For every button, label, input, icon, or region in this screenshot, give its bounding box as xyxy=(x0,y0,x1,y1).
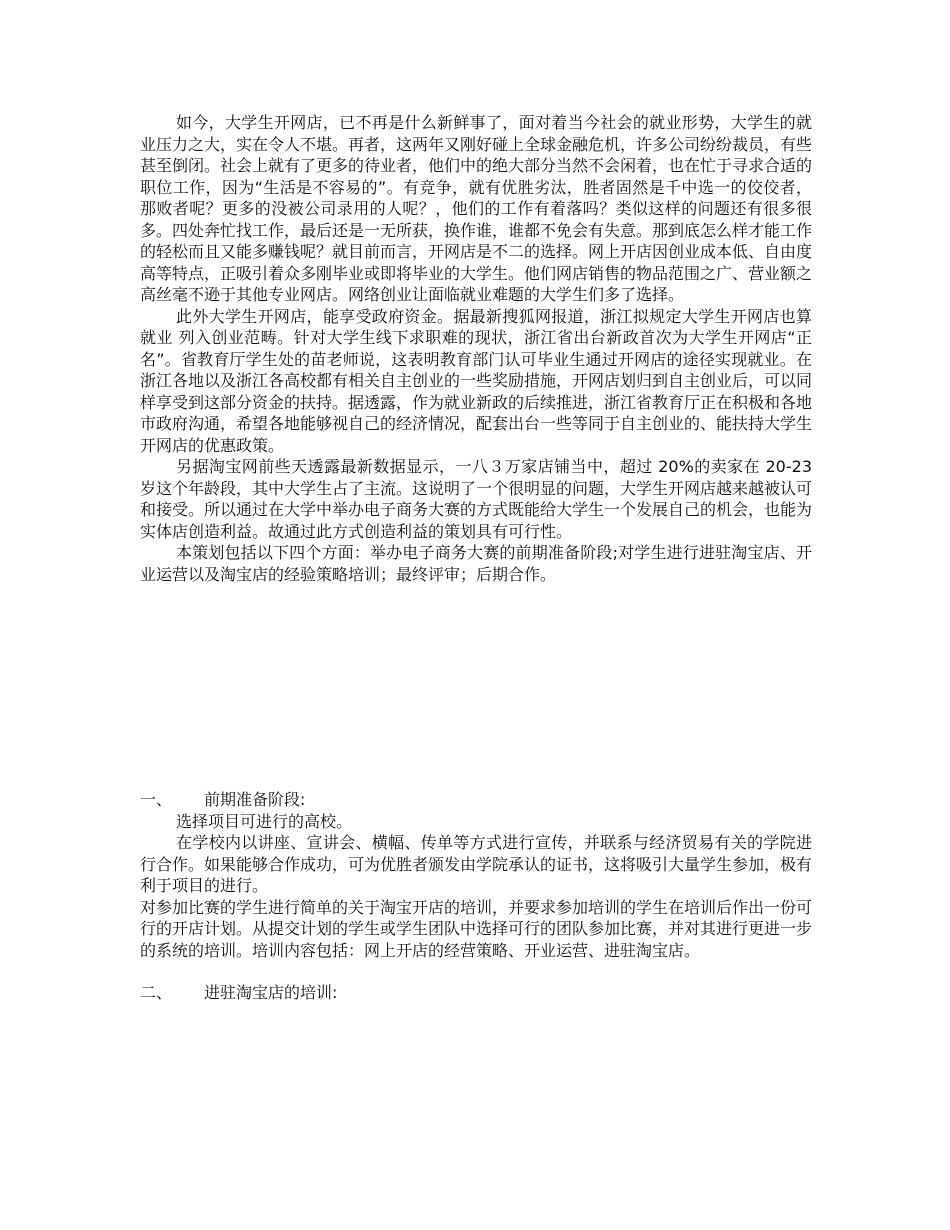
section-1-paragraph-1: 选择项目可进行的高校。 xyxy=(176,811,353,831)
intro-paragraph-2: 此外大学生开网店，能享受政府资金。据最新搜狐网报道，浙江拟规定大学生开网店也算就业 列入创业范畴。针对大学生线下求职难的现状，浙江省出台新政首次为大学生开网店“正名”。省教育厅学生处的苗老师说，这表明教育部门认可毕业生通过开网店的途径实现就业。在浙江各地以及浙江各高校都有相关自主创业的一些奖励措施，开网店划归到自主创业后，可以同样享受到这部分资金的扶持。据透露，作为就业新政的后续推进，浙江省教育厅正在积极和各地市政府沟通，希望各地能够视自己的经济情况，配套出台一些等同于自主创业的、能扶持大学生开网店的优惠政策。 xyxy=(140,306,813,455)
section-1-number: 一、 xyxy=(140,790,173,809)
intro-paragraph-1: 如今，大学生开网店，已不再是什么新鲜事了，面对着当今社会的就业形势，大学生的就业压力之大，实在令人不堪。再者，这两年又刚好碰上全球金融危机，许多公司纷纷裁员，有些甚至倒闭。社会上就有了更多的待业者，他们中的绝大部分当然不会闲着，也在忙于寻求合适的职位工作，因为“生活是不容易的”。有竞争，就有优胜劣汰，胜者固然是千中选一的佼佼者，那败者呢？更多的没被公司录用的人呢？，他们的工作有着落吗？类似这样的问题还有很多很多。四处奔忙找工作，最后还是一无所获，换作谁，谁都不免会有失意。那到底怎么样才能工作的轻松而且又能多赚钱呢？就目前而言，开网店是不二的选择。网上开店因创业成本低、自由度高等特点，正吸引着众多刚毕业或即将毕业的大学生。他们网店销售的物品范围之广、营业额之高丝毫不逊于其他专业网店。网络创业让面临就业难题的大学生们多了选择。 xyxy=(140,113,813,304)
section-1-paragraph-2: 在学校内以讲座、宣讲会、横幅、传单等方式进行宣传，并联系与经济贸易有关的学院进行合作。如果能够合作成功，可为优胜者颁发由学院承认的证书，这将吸引大量学生参加，极有利于项目的进行。 xyxy=(140,833,813,895)
intro-paragraph-3: 另据淘宝网前些天透露最新数据显示，一八３万家店铺当中，超过 20%的卖家在 20-23 岁这个年龄段，其中大学生占了主流。这说明了一个很明显的问题，大学生开网店越来越被认可和接受。所以通过在大学中举办电子商务大赛的方式既能给大学生一个发展自己的机会，也能为实体店创造利益。故通过此方式创造利益的策划具有可行性。 xyxy=(140,457,813,541)
section-1-paragraph-3: 对参加比赛的学生进行简单的关于淘宝开店的培训，并要求参加培训的学生在培训后作出一份可行的开店计划。从提交计划的学生或学生团队中选择可行的团队参加比赛，并对其进行更进一步的系统的培训。培训内容包括：网上开店的经营策略、开业运营、进驻淘宝店。 xyxy=(140,897,813,960)
section-2-heading xyxy=(140,982,812,1004)
blank-line xyxy=(140,961,812,982)
section-1-title: 前期准备阶段: xyxy=(204,790,306,809)
section-2-number: 二、 xyxy=(140,983,173,1002)
section-2-title: 进驻淘宝店的培训: xyxy=(204,983,338,1002)
blank-space xyxy=(140,585,812,789)
document-page xyxy=(140,112,812,1004)
section-1-heading xyxy=(140,789,812,811)
intro-paragraph-4: 本策划包括以下四个方面：举办电子商务大赛的前期准备阶段;对学生进行进驻淘宝店、开业运营以及淘宝店的经验策略培训；最终评审；后期合作。 xyxy=(140,543,812,584)
